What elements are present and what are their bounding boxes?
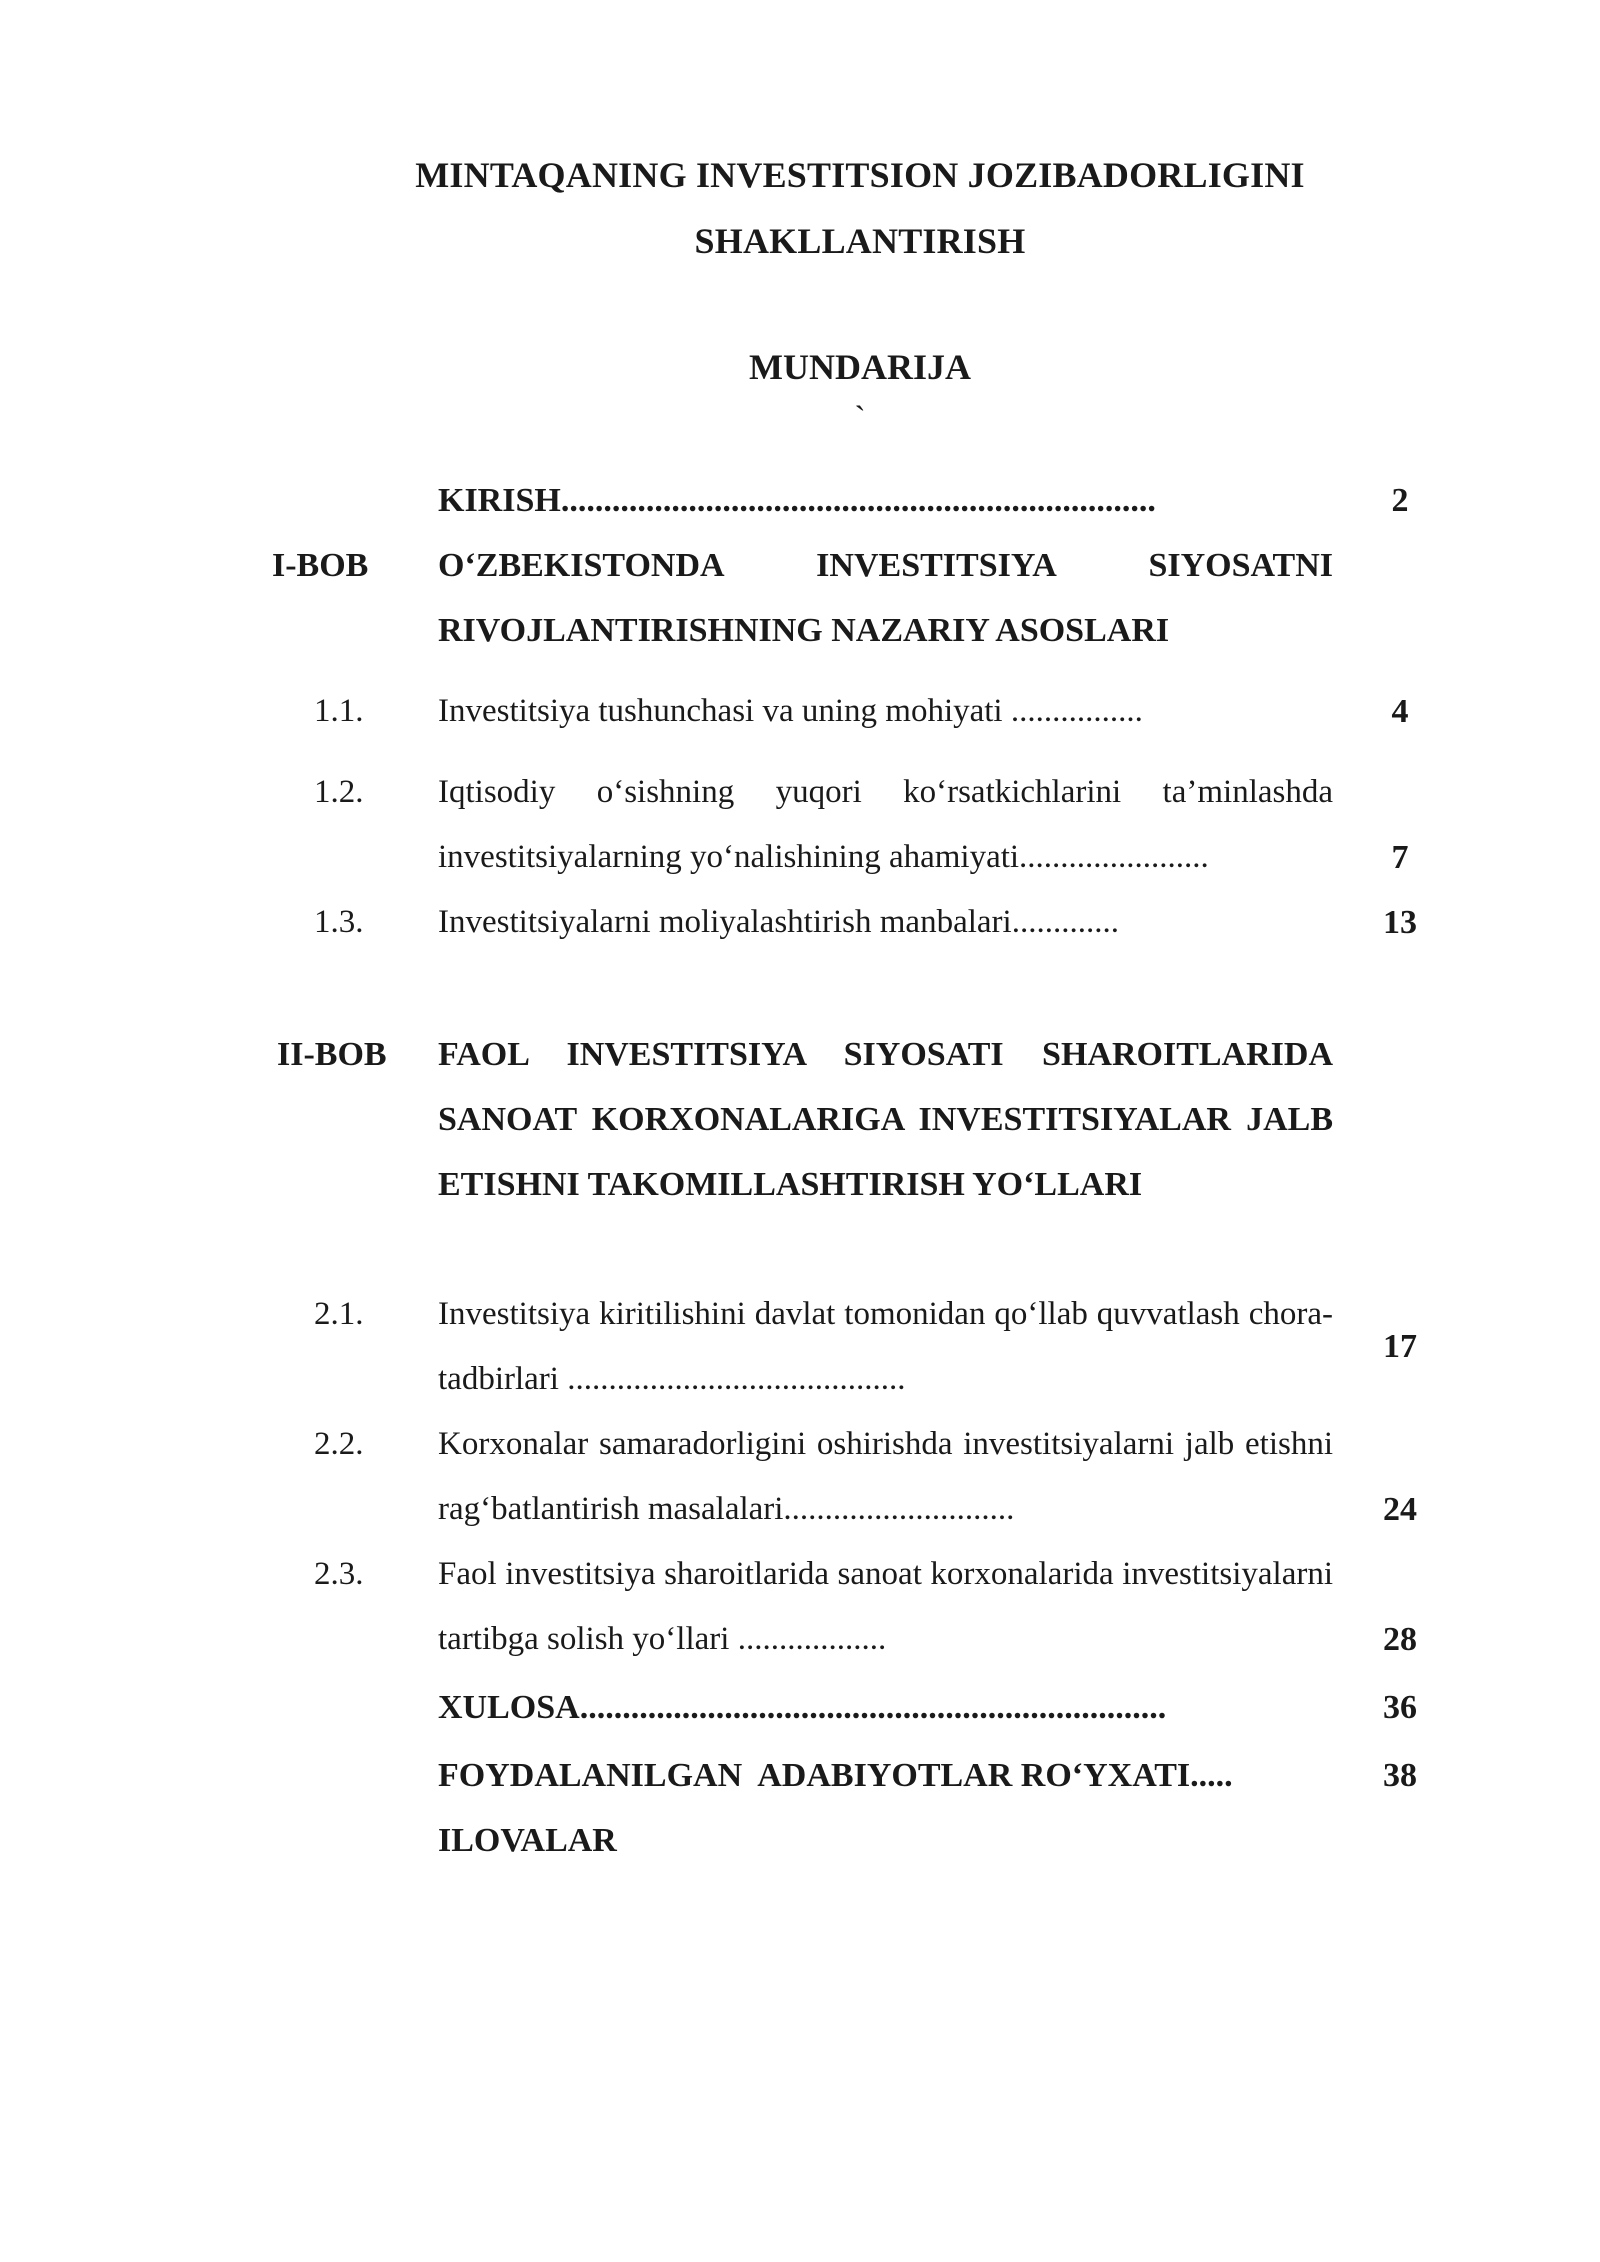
section-page-2-1: 17	[1383, 1328, 1417, 1365]
chapter-title-1: O‘ZBEKISTONDA INVESTITSIYA SIYOSATNI RIVOJLANTIRISHNING NAZARIY ASOSLARI	[438, 547, 1333, 649]
chapter-title-2: FAOL INVESTITSIYA SIYOSATI SHAROITLARIDA SANOAT KORXONALARIGA INVESTITSIYALAR JALB ETISHNI TAKOMILLASHTIRISH YO‘LLARI	[438, 1036, 1333, 1203]
toc-page-references: 38	[1383, 1757, 1417, 1794]
section-page-2-2: 24	[1383, 1491, 1417, 1528]
title-line-2: SHAKLLANTIRISH	[694, 221, 1026, 261]
section-number-2-1: 2.1.	[314, 1296, 364, 1332]
toc-entry-conclusion: XULOSA.....................................................................	[438, 1689, 1167, 1726]
section-number-2-2: 2.2.	[314, 1426, 364, 1462]
section-number-2-3: 2.3.	[314, 1556, 364, 1592]
toc-entry-intro: KIRISH......................................................................	[438, 482, 1156, 519]
section-title-2-1: Investitsiya kiritilishini davlat tomonidan qo‘llab quvvatlash chora-tadbirlari .........................................	[438, 1296, 1333, 1397]
section-page-1-3: 13	[1383, 904, 1417, 941]
title-line-1: MINTAQANING INVESTITSION JOZIBADORLIGINI	[415, 155, 1305, 195]
section-page-1-2: 7	[1391, 839, 1409, 876]
chapter-number-2: II-BOB	[277, 1036, 387, 1073]
section-title-2-2: Korxonalar samaradorligini oshirishda investitsiyalarni jalb etishni rag‘batlantirish masalalari............................	[438, 1426, 1333, 1527]
chapter-number-1: I-BOB	[272, 547, 369, 584]
toc-page-conclusion: 36	[1383, 1689, 1417, 1726]
section-title-1-3: Investitsiyalarni moliyalashtirish manbalari.............	[438, 904, 1119, 940]
toc-entry-appendix: ILOVALAR	[438, 1822, 617, 1859]
section-title-1-1: Investitsiya tushunchasi va uning mohiyati ................	[438, 693, 1143, 729]
section-title-2-3: Faol investitsiya sharoitlarida sanoat korxonalarida investitsiyalarni tartibga solish yo‘llari ..................	[438, 1556, 1333, 1657]
section-page-2-3: 28	[1383, 1621, 1417, 1658]
section-number-1-2: 1.2.	[314, 774, 364, 810]
section-number-1-3: 1.3.	[314, 904, 364, 940]
document-title	[395, 142, 1325, 274]
tick-mark: `	[854, 400, 866, 437]
toc-entry-references: FOYDALANILGAN ADABIYOTLAR RO‘YXATI.....	[438, 1757, 1233, 1794]
section-number-1-1: 1.1.	[314, 693, 364, 729]
contents-heading: MUNDARIJA	[749, 347, 971, 387]
toc-page-intro: 2	[1391, 482, 1409, 519]
section-page-1-1: 4	[1391, 693, 1409, 730]
section-title-1-2: Iqtisodiy o‘sishning yuqori ko‘rsatkichlarini ta’minlashda investitsiyalarning yo‘nalishining ahamiyati.......................	[438, 774, 1333, 875]
